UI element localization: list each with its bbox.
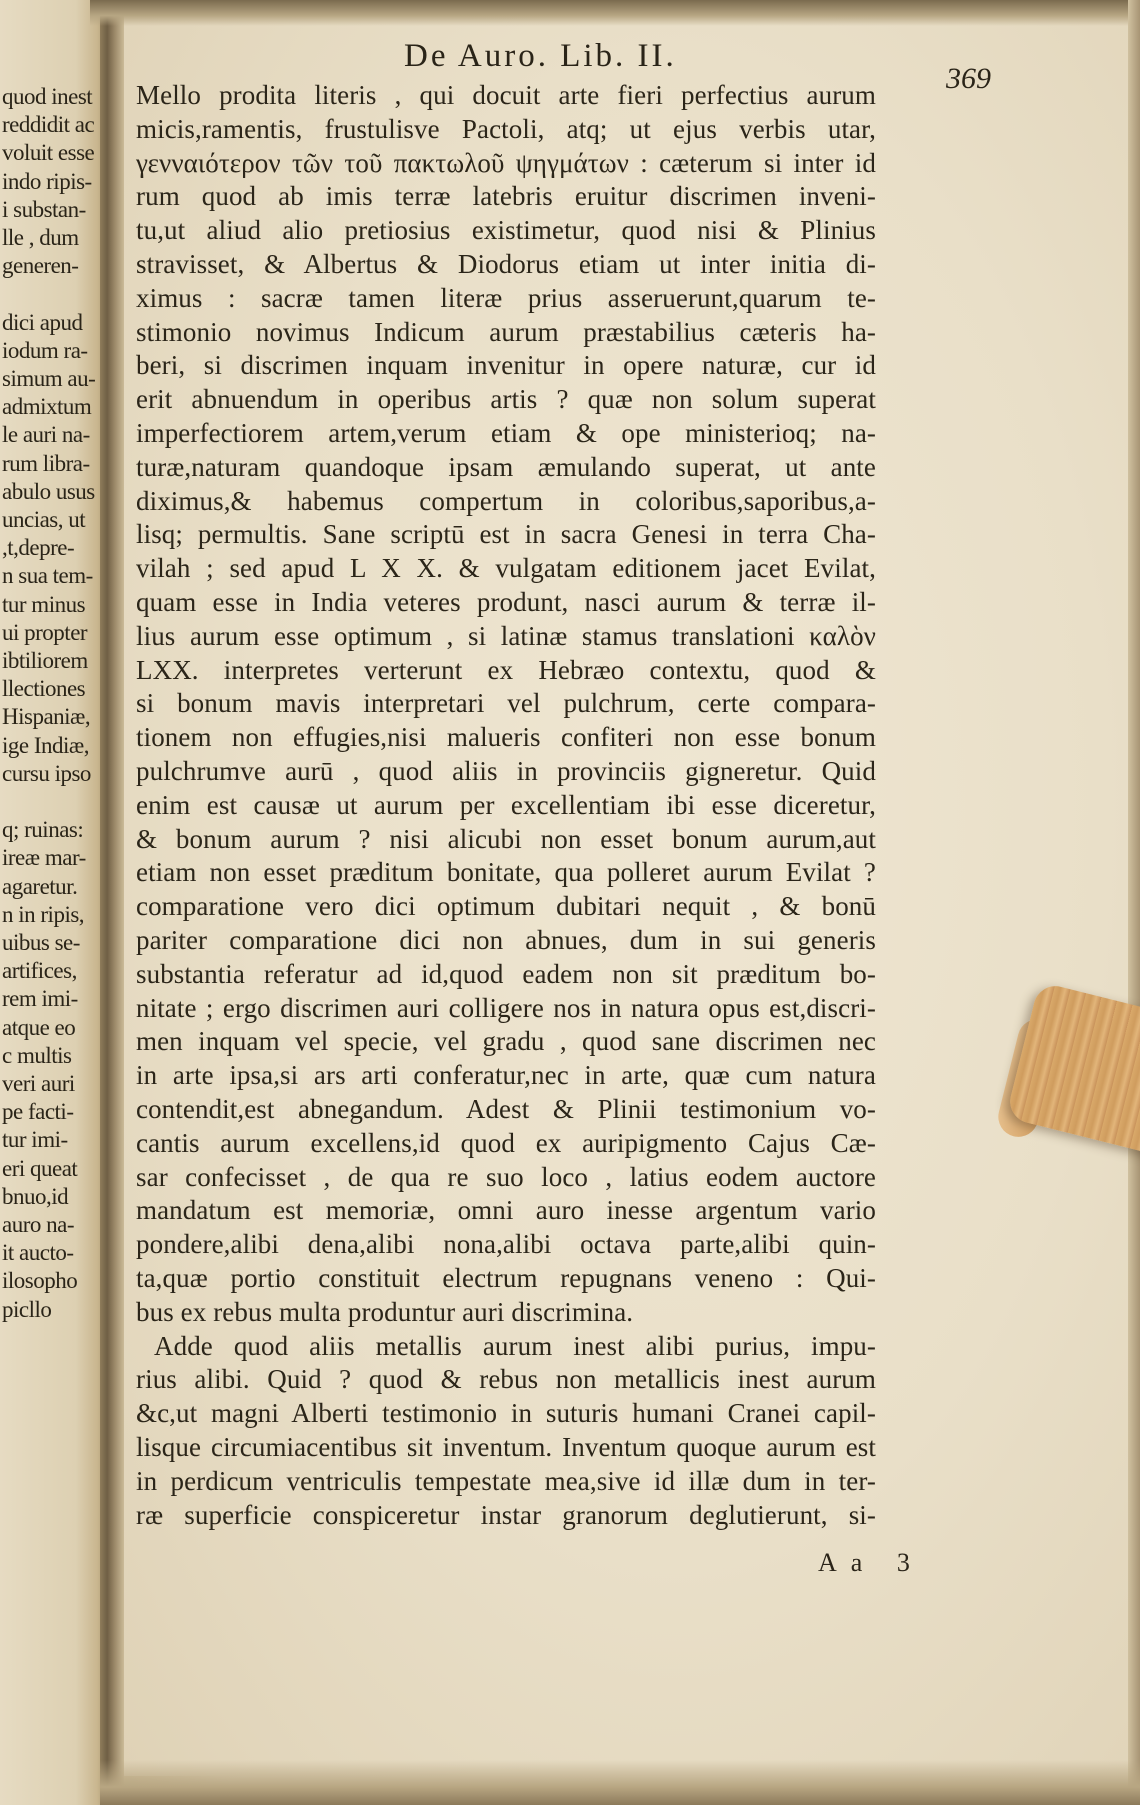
margin-fragment: auro na-: [2, 1212, 74, 1237]
text-line: enim est causæ ut aurum per excellentiam ibi esse diceretur,: [136, 789, 876, 820]
text-line: Adde quod aliis metallis aurum inest alibi purius, impu-: [154, 1330, 876, 1361]
text-line: turæ,naturam quandoque ipsam æmulando superat, ut ante: [136, 451, 876, 482]
margin-fragment: llectiones: [2, 676, 86, 702]
book-gutter: [100, 0, 124, 1805]
text-line: lisque circumiacentibus sit inventum. Inventum quoque aurum est: [136, 1432, 876, 1462]
margin-fragment: uncias, ut: [2, 507, 86, 532]
margin-fragment: generen-: [2, 253, 79, 279]
text-line: quam esse in India veteres produnt, nasci aurum & terræ il-: [136, 587, 876, 617]
text-line: tu,ut aliud alio pretiosius existimetur, quod nisi & Plinius: [136, 215, 876, 246]
margin-fragment: reddidit ac: [2, 112, 95, 138]
text-line: stravisset, & Albertus & Diodorus etiam ut inter initia di-: [136, 249, 876, 279]
book-page: [124, 16, 1128, 1776]
margin-fragment: atque eo: [2, 1014, 76, 1040]
text-line: etiam non esset præditum bonitate, qua polleret aurum Evilat ?: [136, 857, 876, 888]
margin-fragment: ireæ mar-: [2, 845, 86, 871]
margin-fragment: n in ripis,: [2, 901, 85, 927]
margin-fragment: ibtiliorem: [2, 648, 88, 673]
margin-fragment: rum libra-: [2, 450, 90, 476]
text-line: sar confecisset , de qua re suo loco , latius eodem auctore: [136, 1161, 876, 1192]
text-line: beri, si discrimen inquam invenitur in opere naturæ, cur id: [136, 350, 876, 381]
bottom-page-edge: [100, 1760, 1140, 1805]
margin-fragment: q; ruinas:: [2, 817, 84, 843]
margin-fragment: artifices,: [2, 958, 77, 984]
text-line: vilah ; sed apud L X X. & vulgatam editionem jacet Evilat,: [136, 553, 876, 584]
text-line: pariter comparatione dici non abnues, dum in sui generis: [136, 925, 876, 955]
margin-fragment: i substan-: [2, 196, 86, 222]
margin-fragment: picllo: [2, 1296, 52, 1322]
text-line: in arte ipsa,si ars arti conferatur,nec in arte, quæ cum natura: [136, 1060, 876, 1091]
margin-fragment: ui propter: [2, 619, 88, 645]
top-page-edge: [90, 0, 1140, 26]
right-page-edge: [1128, 0, 1140, 1805]
margin-fragment: ige Indiæ,: [2, 732, 89, 758]
margin-fragment: indo ripis-: [2, 168, 92, 194]
margin-fragment: pe facti-: [2, 1099, 74, 1125]
margin-fragment: n sua tem-: [2, 563, 93, 589]
text-line: rum quod ab imis terræ latebris eruitur discrimen inveni-: [136, 181, 876, 212]
margin-fragment: rem imi-: [2, 986, 78, 1012]
margin-fragment: admixtum: [2, 394, 92, 420]
text-line: men inquam vel specie, vel gradu , quod sane discrimen nec: [136, 1026, 876, 1057]
text-line: ta,quæ portio constituit electrum repugnans veneno : Qui-: [136, 1263, 876, 1293]
text-line: LXX. interpretes verterunt ex Hebræo contextu, quod &: [136, 654, 876, 685]
text-line: ræ superficie conspiceretur instar granorum deglutierunt, si-: [136, 1499, 876, 1530]
text-line: bus ex rebus multa produntur auri discrimina.: [136, 1296, 634, 1327]
text-line: micis,ramentis, frustulisve Pactoli, atq; ut ejus verbis utar,: [136, 113, 876, 144]
text-line: γενναιότερον τῶν τοῦ πακτωλοῦ ψηγμάτων : cæterum si inter id: [136, 147, 876, 178]
page-number: 369: [946, 62, 991, 95]
text-line: imperfectiorem artem,verum etiam & ope ministerioq; na-: [136, 418, 876, 448]
margin-fragment: c multis: [2, 1042, 72, 1068]
margin-fragment: iodum ra-: [2, 337, 88, 363]
text-line: erit abnuendum in operibus artis ? quæ non solum superat: [136, 384, 876, 415]
text-line: pulchrumve aurū , quod aliis in provinciis gigneretur. Quid: [136, 756, 876, 786]
margin-fragment: lle , dum: [2, 225, 79, 250]
margin-fragment: cursu ipso: [2, 760, 91, 786]
text-line: cantis aurum excellens,id quod ex auripigmento Cajus Cæ-: [136, 1127, 876, 1158]
text-line: &c,ut magni Alberti testimonio in suturis humani Cranei capil-: [136, 1398, 876, 1429]
text-line: nitate ; ergo discrimen auri colligere nos in natura opus est,discri-: [136, 992, 876, 1023]
text-line: lius aurum esse optimum , si latinæ stamus translationi καλὸν: [136, 620, 876, 651]
text-line: mandatum est memoriæ, omni auro inesse argentum vario: [136, 1195, 876, 1226]
margin-fragment: Hispaniæ,: [2, 704, 91, 730]
margin-fragment: tur minus: [2, 591, 86, 617]
text-line: tionem non effugies,nisi malueris confiteri non esse bonum: [136, 722, 876, 753]
text-line: rius alibi. Quid ? quod & rebus non metallicis inest aurum: [136, 1364, 876, 1395]
margin-fragment: voluit esse: [2, 140, 95, 166]
margin-fragment: agaretur.: [2, 873, 78, 899]
margin-fragment: tur imi-: [2, 1127, 68, 1153]
running-header: De Auro. Lib. II.: [404, 38, 677, 74]
text-line: lisq; permultis. Sane scriptū est in sacra Genesi in terra Cha-: [136, 519, 876, 550]
text-line: pondere,alibi dena,alibi nona,alibi octava parte,alibi quin-: [136, 1229, 876, 1260]
margin-fragment: abulo usus: [2, 478, 95, 504]
text-line: contendit,est abnegandum. Adest & Plinii testimonium vo-: [136, 1094, 876, 1124]
margin-fragment: dici apud: [2, 309, 83, 335]
text-line: substantia referatur ad id,quod eadem non sit præditum bo-: [136, 958, 876, 989]
margin-fragment: eri queat: [2, 1155, 78, 1181]
text-line: comparatione vero dici optimum dubitari nequit , & bonū: [136, 891, 876, 922]
text-line: in perdicum ventriculis tempestate mea,sive id illæ dum in ter-: [136, 1465, 876, 1496]
text-line: si bonum mavis interpretari vel pulchrum, certe compara-: [136, 688, 876, 719]
margin-fragment: quod inest: [2, 84, 93, 109]
signature-mark: Aa 3: [818, 1548, 924, 1577]
previous-page-margin: [0, 0, 108, 1805]
margin-fragment: le auri na-: [2, 422, 90, 448]
margin-fragment: bnuo,id: [2, 1183, 69, 1209]
text-line: & bonum aurum ? nisi alicubi non esset bonum aurum,aut: [136, 823, 876, 854]
margin-fragment: ilosopho: [2, 1268, 78, 1294]
text-line: ximus : sacræ tamen literæ prius asseruerunt,quarum te-: [136, 282, 876, 313]
margin-fragment: veri auri: [2, 1071, 75, 1096]
margin-fragment: uibus se-: [2, 930, 80, 955]
margin-fragment: simum au-: [2, 366, 96, 391]
margin-fragment: ,t,depre-: [2, 535, 75, 561]
text-line: Mello prodita literis , qui docuit arte fieri perfectius aurum: [136, 80, 876, 110]
text-line: diximus,& habemus compertum in coloribus,saporibus,a-: [136, 485, 876, 516]
text-line: stimonio novimus Indicum aurum præstabilius cæteris ha-: [136, 316, 876, 347]
margin-fragment: it aucto-: [2, 1240, 74, 1266]
